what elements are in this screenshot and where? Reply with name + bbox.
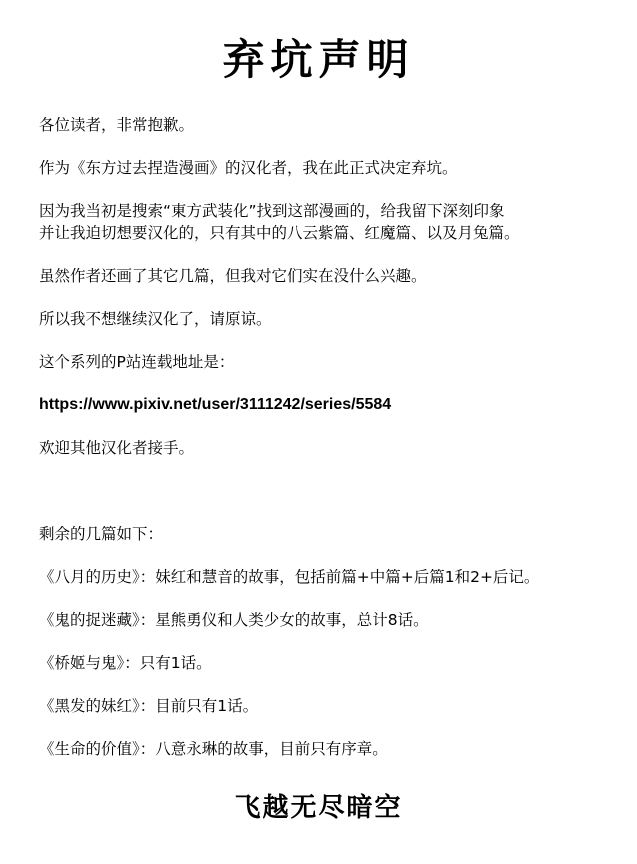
page-title: 弃坑声明	[222, 35, 415, 84]
apology-text: 所以我不想继续汉化了，请原谅。	[39, 310, 272, 328]
translator-signature: 飞越无尽暗空	[234, 793, 403, 823]
remaining-item: 《桥姬与鬼》：只有1话。	[39, 654, 212, 672]
series-url-text: https://www.pixiv.net/user/3111242/series/5584	[39, 396, 392, 413]
other-works-text: 虽然作者还画了其它几篇，但我对它们实在没什么兴趣。	[39, 267, 427, 285]
statement-text: 作为《东方过去捏造漫画》的汉化者，我在此正式决定弃坑。	[39, 159, 458, 177]
series-intro-text: 这个系列的P站连载地址是：	[39, 353, 235, 371]
remaining-heading: 剩余的几篇如下：	[39, 525, 164, 543]
welcome-text: 欢迎其他汉化者接手。	[39, 439, 195, 457]
remaining-item: 《八月的历史》：妹红和慧音的故事，包括前篇+中篇+后篇1和2+后记。	[39, 568, 540, 586]
reason-text-line1: 因为我当初是搜索“東方武装化”找到这部漫画的，给我留下深刻印象	[39, 202, 505, 220]
remaining-item: 《黑发的妹红》：目前只有1话。	[39, 697, 259, 715]
remaining-item: 《鬼的捉迷藏》：星熊勇仪和人类少女的故事，总计8话。	[39, 611, 429, 629]
remaining-item: 《生命的价值》：八意永琳的故事，目前只有序章。	[39, 740, 388, 758]
reason-text-line2: 并让我迫切想要汉化的，只有其中的八云紫篇、红魔篇、以及月兔篇。	[39, 224, 520, 242]
greeting-text: 各位读者，非常抱歉。	[39, 116, 195, 134]
